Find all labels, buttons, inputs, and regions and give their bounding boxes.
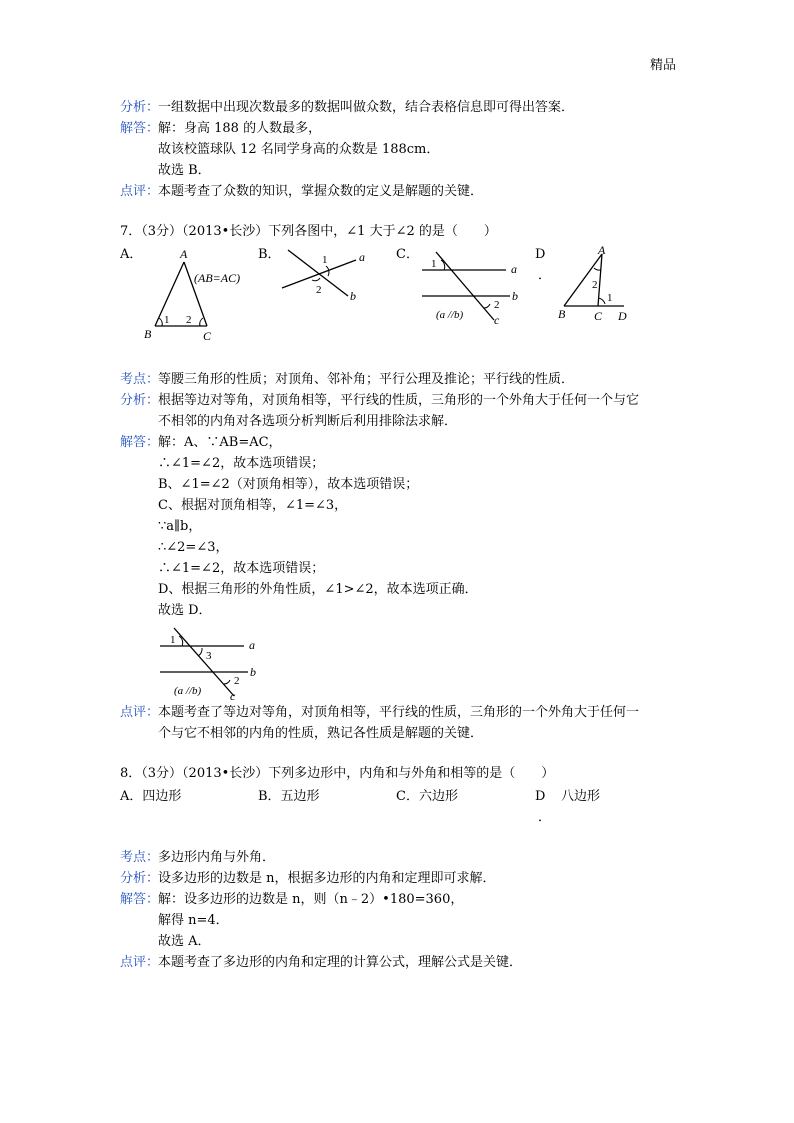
q8-option-a: A．四边形 — [120, 789, 182, 804]
q7-jieda-line: C、根据对顶角相等，∠1=∠3， — [158, 498, 348, 513]
figure-b-vertical-angles — [276, 244, 376, 304]
fig-c-a: a — [511, 262, 517, 276]
q8-fenxi-label: 分析： — [120, 871, 160, 886]
q7-jieda-line: ∴∠1=∠2，故本选项错误； — [158, 561, 325, 576]
fig-b-angle-2: 2 — [316, 284, 322, 296]
q6-fenxi-text: 一组数据中出现次数最多的数据叫做众数，结合表格信息即可得出答案． — [158, 100, 575, 115]
fig-c-c: c — [494, 313, 500, 327]
q7-option-c: C． — [396, 247, 419, 262]
q7-jieda-line: ∵a∥b， — [158, 519, 202, 534]
fig-d-angle-1: 1 — [607, 292, 613, 304]
q6-dianping-text: 本题考查了众数的知识，掌握众数的定义是解题的关键． — [158, 184, 484, 199]
fig-c-b: b — [512, 289, 518, 303]
q7-fenxi-label: 分析： — [120, 393, 160, 408]
q7-jieda-line: B、∠1=∠2（对顶角相等），故本选项错误； — [158, 477, 419, 492]
fig-d-c: C — [594, 309, 603, 323]
fig-a-angle-1: 1 — [164, 314, 170, 326]
fig-a-c: C — [203, 329, 212, 343]
q7-jieda-line: ∴∠2=∠3， — [158, 540, 229, 555]
q7-fenxi-line: 根据等边对等角，对顶角相等，平行线的性质，三角形的一个外角大于任何一个与它 — [158, 393, 640, 408]
q8-stem: 8．（3分）（2013•长沙）下列多边形中，内角和与外角和相等的是（ ） — [120, 766, 555, 781]
q8-kaodian-text: 多边形内角与外角． — [158, 850, 276, 865]
fig-b-angle-1: 1 — [322, 254, 328, 266]
q7-kaodian-text: 等腰三角形的性质；对顶角、邻补角；平行公理及推论；平行线的性质． — [158, 372, 575, 387]
q6-jieda-line: 故该校篮球队 12 名同学身高的众数是 188cm． — [158, 142, 440, 157]
fig-c-angle-2: 2 — [494, 299, 500, 311]
q8-option-d-text: 八边形 — [561, 789, 601, 804]
q7-option-d: D — [535, 247, 546, 262]
q6-dianping-label: 点评： — [120, 184, 160, 199]
q8-option-c: C．六边形 — [396, 789, 458, 804]
q7-option-a: A． — [120, 247, 143, 262]
q7-kaodian-label: 考点： — [120, 372, 160, 387]
q7-dianping-line: 个与它不相邻的内角的性质，熟记各性质是解题的关键． — [158, 726, 484, 741]
fig-d-angle-2: 2 — [592, 279, 598, 291]
q7-dianping-label: 点评： — [120, 705, 160, 720]
q7-dianping-line: 本题考查了等边对等角，对顶角相等，平行线的性质，三角形的一个外角大于任何一 — [158, 705, 640, 720]
q7-stem: 7．（3分）（2013•长沙）下列各图中，∠1 大于∠2 的是（ ） — [120, 224, 497, 239]
q7-fenxi-line: 不相邻的内角对各选项分析判断后利用排除法求解． — [158, 414, 458, 429]
q8-jieda-line: 解：设多边形的边数是 n，则（n﹣2）•180=360， — [158, 892, 464, 907]
q6-fenxi-label: 分析： — [120, 100, 160, 115]
q8-jieda-label: 解答： — [120, 892, 160, 907]
q8-option-b: B．五边形 — [258, 789, 320, 804]
header-watermark: 精品 — [650, 58, 677, 73]
fig-c-note: (a //b) — [436, 309, 464, 321]
fig-c-angle-1: 1 — [431, 258, 437, 270]
fig-a-vertex-a: A — [180, 247, 188, 261]
q7-option-b: B． — [258, 247, 281, 262]
figure-d-exterior-angle — [552, 242, 642, 324]
figure-a-isosceles-triangle — [140, 244, 260, 344]
q8-jieda-line: 故选 A． — [158, 934, 211, 949]
q7-jieda-label: 解答： — [120, 435, 160, 450]
q8-option-d-dot: ． — [538, 810, 552, 825]
fig-a-b: B — [144, 327, 152, 341]
sol-c: c — [230, 689, 236, 703]
q8-kaodian-label: 考点： — [120, 850, 160, 865]
q7-jieda-line: D、根据三角形的外角性质，∠1>∠2，故本选项正确． — [158, 582, 478, 597]
fig-d-a: A — [598, 243, 606, 257]
q8-jieda-line: 解得 n=4． — [158, 913, 229, 928]
solution-parallel-lines-figure — [156, 624, 266, 704]
q6-jieda-line: 故选 B． — [158, 163, 211, 178]
q7-jieda-line: 故选 D． — [158, 603, 212, 618]
sol-angle-3: 3 — [206, 650, 212, 662]
figure-c-parallel-lines — [418, 248, 528, 328]
sol-b: b — [250, 665, 256, 679]
fig-b-a: a — [359, 250, 365, 264]
q8-option-d: D — [535, 789, 546, 804]
q8-dianping-label: 点评： — [120, 955, 160, 970]
sol-angle-2: 2 — [234, 675, 240, 687]
q7-option-d-dot: ． — [538, 268, 552, 283]
fig-b-b: b — [350, 289, 356, 303]
fig-d-b: B — [558, 307, 566, 321]
q7-jieda-line: 解：A、∵AB=AC， — [158, 435, 282, 450]
q8-dianping-text: 本题考查了多边形的内角和定理的计算公式，理解公式是关键． — [158, 955, 523, 970]
q6-jieda-label: 解答： — [120, 121, 160, 136]
sol-note: (a //b) — [174, 685, 202, 697]
fig-a-angle-2: 2 — [186, 314, 192, 326]
fig-a-note: (AB=AC) — [194, 271, 241, 285]
fig-d-d: D — [618, 309, 627, 323]
sol-angle-1: 1 — [170, 634, 176, 646]
q7-jieda-line: ∴∠1=∠2，故本选项错误； — [158, 456, 325, 471]
q8-fenxi-text: 设多边形的边数是 n，根据多边形的内角和定理即可求解． — [158, 871, 496, 886]
sol-a: a — [249, 638, 255, 652]
q6-jieda-line: 解：身高 188 的人数最多， — [158, 121, 322, 136]
